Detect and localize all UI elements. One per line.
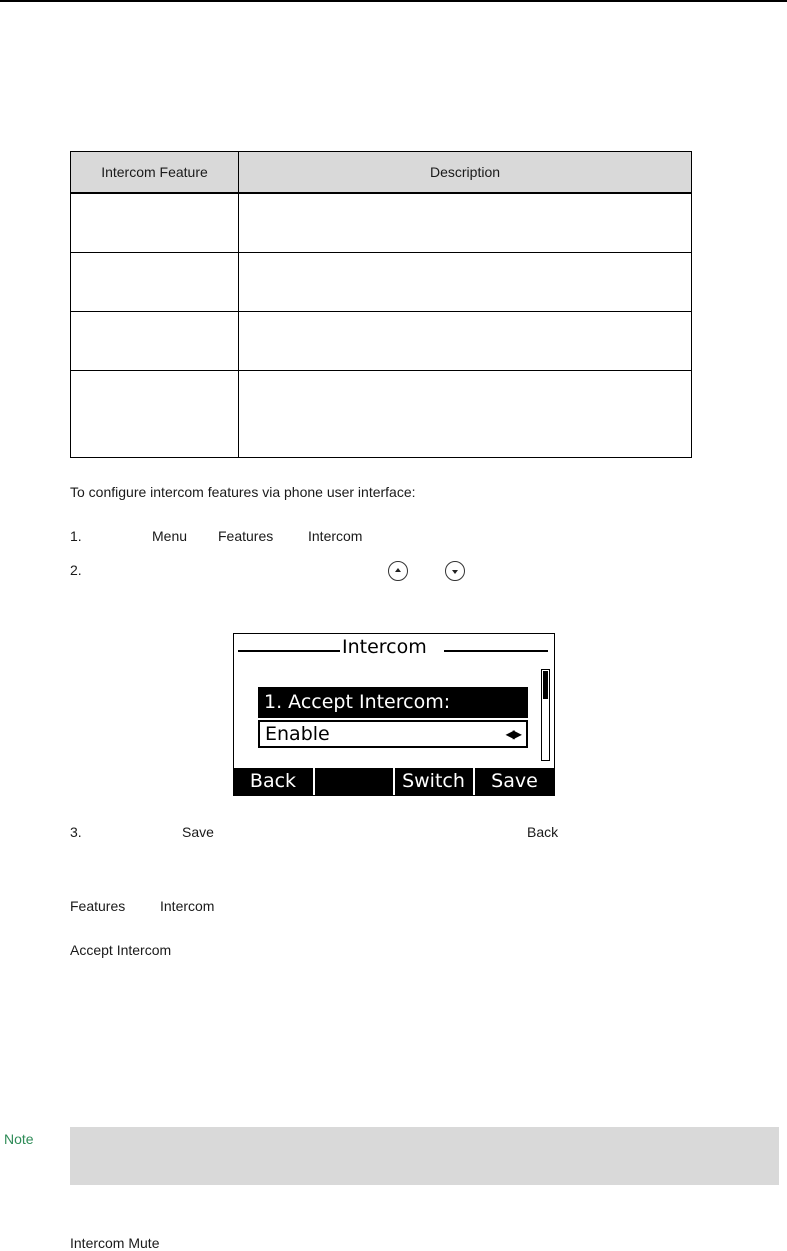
step-number: 2. <box>70 562 82 578</box>
back-text: Back <box>527 824 559 840</box>
menu-text: Menu <box>152 528 188 544</box>
table-header-row <box>71 152 692 194</box>
intercom-mute-heading: Intercom Mute <box>70 1235 160 1251</box>
header-intercom-feature: Intercom Feature <box>71 152 239 194</box>
feature-cell <box>71 193 239 253</box>
empty-softkey[interactable] <box>315 768 392 795</box>
table-row <box>71 193 692 253</box>
description-cell <box>239 193 692 253</box>
accept-intercom-value[interactable] <box>258 720 528 748</box>
feature-cell <box>71 253 239 312</box>
step-number: 1. <box>70 528 82 544</box>
switch-softkey[interactable]: Switch <box>402 770 465 792</box>
accept-intercom-item[interactable]: 1. Accept Intercom: <box>258 687 528 718</box>
nav-down-icon <box>445 561 465 581</box>
softkey-bar <box>234 768 554 795</box>
features-text: Features <box>218 528 274 544</box>
note-label: Note <box>4 1131 34 1147</box>
table-row <box>71 253 692 312</box>
step-number: 3. <box>70 824 82 840</box>
features-text: Features <box>70 898 126 914</box>
scrollbar[interactable] <box>541 669 550 761</box>
left-right-arrows-icon: ◀▶ <box>505 727 520 741</box>
intercom-features-table <box>70 151 692 458</box>
note-box <box>70 1127 779 1185</box>
save-text: Save <box>182 824 214 840</box>
title-rule-left <box>238 650 340 652</box>
page-top-rule <box>0 0 787 2</box>
table-row <box>71 371 692 458</box>
intercom-text: Intercom <box>160 898 215 914</box>
value-text: Enable <box>265 723 330 745</box>
nav-up-icon <box>388 561 408 581</box>
scrollbar-thumb[interactable] <box>543 671 548 699</box>
description-cell <box>239 253 692 312</box>
phone-lcd-screen <box>233 633 555 796</box>
screen-title: Intercom <box>342 636 427 658</box>
accept-intercom-heading: Accept Intercom <box>70 942 172 958</box>
table-row <box>71 312 692 371</box>
save-softkey[interactable]: Save <box>491 770 538 792</box>
description-cell <box>239 312 692 371</box>
description-cell <box>239 371 692 458</box>
title-rule-right <box>444 650 548 652</box>
procedure-intro: To configure intercom features via phone user interface: <box>70 484 416 500</box>
intercom-text: Intercom <box>308 528 363 544</box>
back-softkey[interactable]: Back <box>249 770 297 792</box>
feature-cell <box>71 371 239 458</box>
header-description: Description <box>239 152 692 194</box>
feature-cell <box>71 312 239 371</box>
